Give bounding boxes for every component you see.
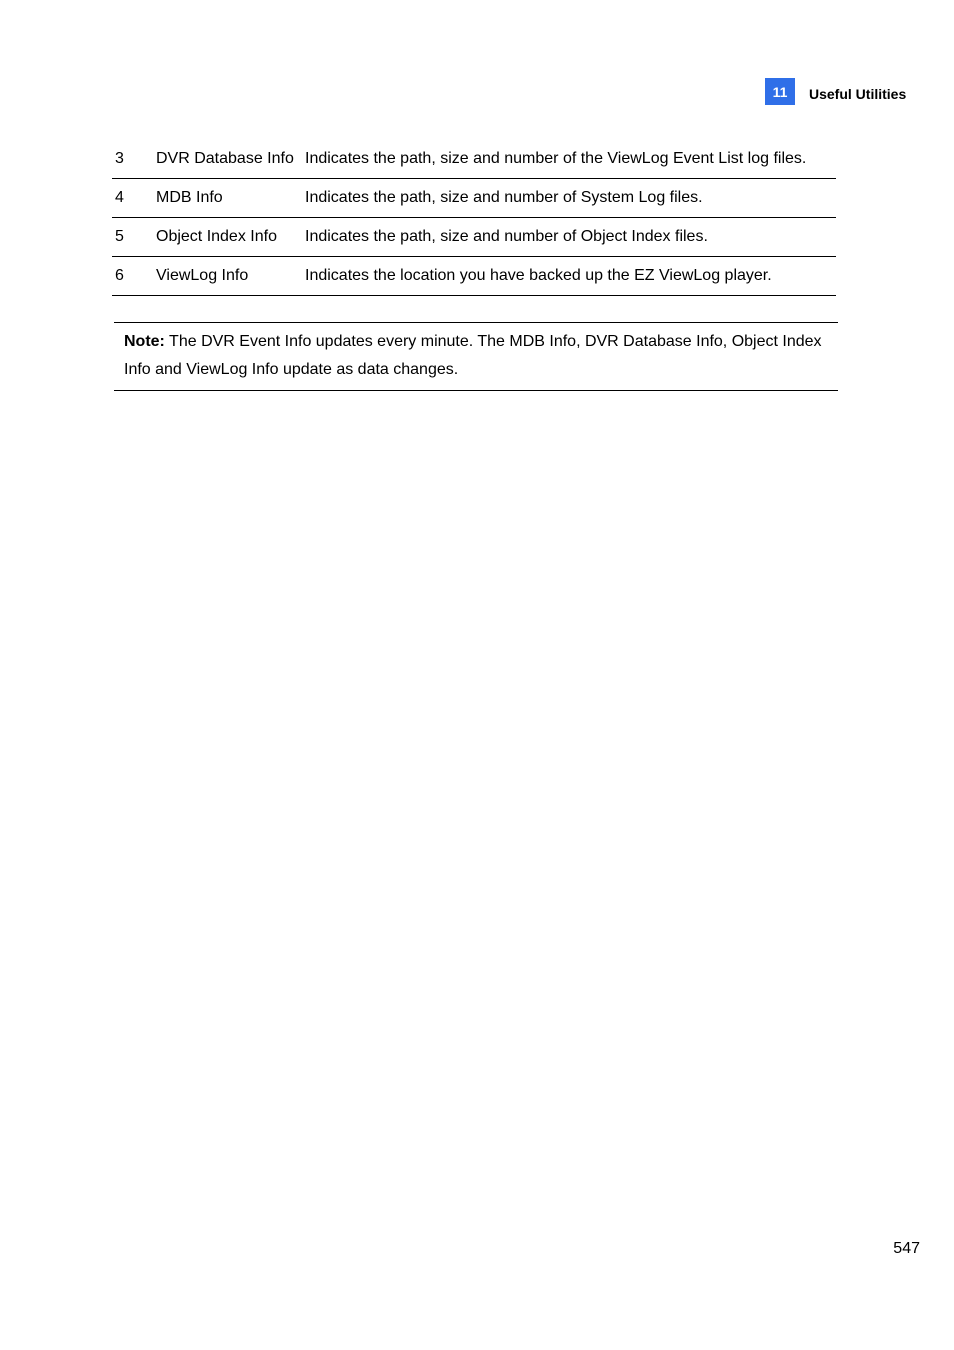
note-text: The DVR Event Info updates every minute. The MDB Info, DVR Database Info, Object Index Info and ViewLog Info update as data changes. (124, 333, 822, 378)
table-row (112, 139, 836, 179)
table-row (112, 218, 836, 257)
table-row (112, 179, 836, 218)
row-description: Indicates the path, size and number of System Log files. (305, 189, 703, 206)
row-number: 6 (115, 267, 124, 284)
row-name: Object Index Info (156, 228, 277, 245)
row-name: DVR Database Info (156, 149, 294, 167)
row-number: 4 (115, 189, 124, 206)
row-number: 5 (115, 228, 124, 245)
note-box (114, 322, 838, 391)
note-label: Note: (124, 333, 165, 350)
row-description: Indicates the location you have backed up the EZ ViewLog player. (305, 267, 772, 284)
row-name: MDB Info (156, 189, 223, 206)
page-number: 547 (893, 1240, 920, 1257)
row-number: 3 (115, 149, 124, 167)
chapter-title: Useful Utilities (809, 85, 907, 102)
row-description: Indicates the path, size and number of Object Index files. (305, 228, 708, 245)
chapter-number-badge: 11 (765, 78, 795, 105)
chapter-header (765, 78, 906, 105)
table-row (112, 257, 836, 296)
info-table (112, 139, 836, 296)
row-description: Indicates the path, size and number of the ViewLog Event List log files. (305, 149, 807, 167)
row-name: ViewLog Info (156, 267, 249, 284)
